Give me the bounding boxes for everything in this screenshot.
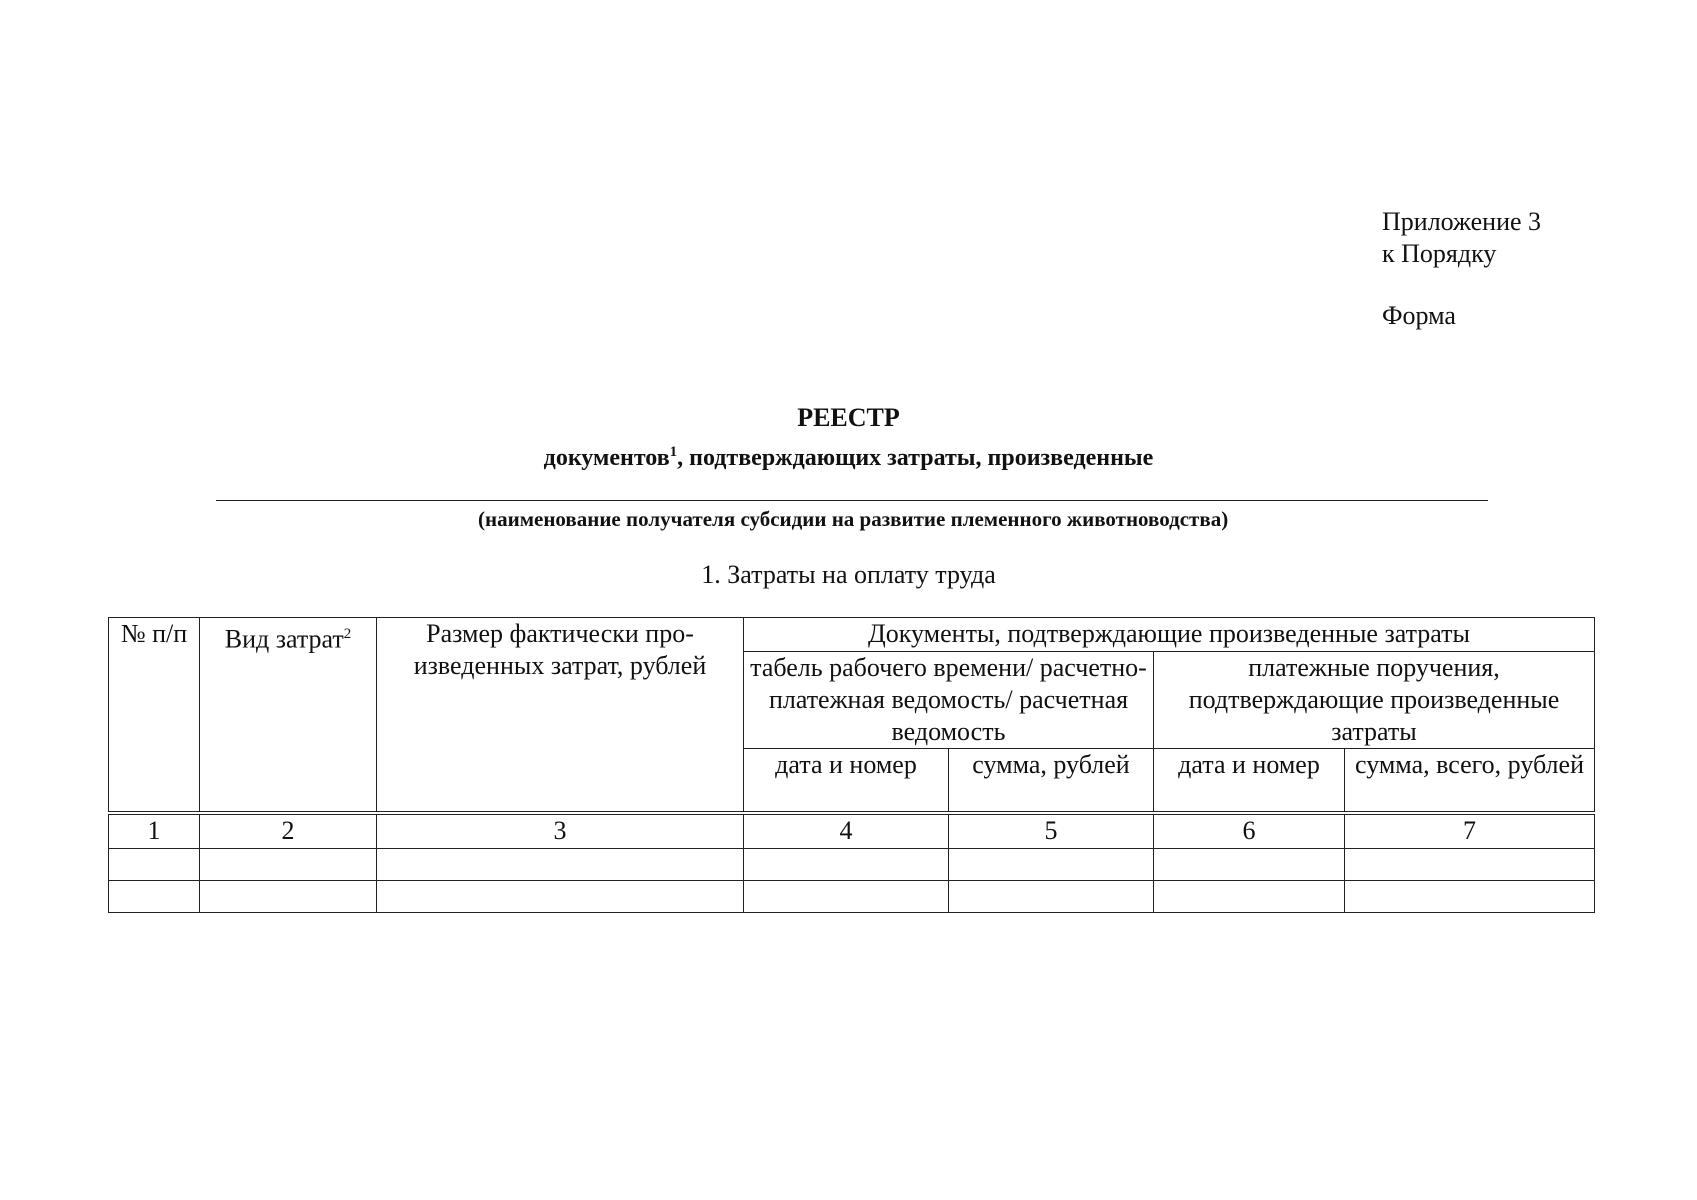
header-date-number-1: дата и номер: [744, 749, 949, 814]
column-number-row: [109, 813, 1595, 849]
footnote-mark-2: 2: [343, 626, 352, 642]
table-cell: [200, 849, 377, 881]
column-number: 4: [744, 813, 949, 849]
table-cell: [949, 881, 1154, 913]
table-cell: [109, 849, 200, 881]
header-payment-orders: платежные поручения, подтверждающие произведенные затраты: [1154, 652, 1595, 749]
column-number: 6: [1154, 813, 1345, 849]
appendix-block: [1382, 206, 1541, 332]
recipient-caption: (наименование получателя субсидии на развитие племенного животноводства): [478, 507, 1229, 531]
table-row: [109, 849, 1595, 881]
column-number: 3: [377, 813, 744, 849]
title-sub-after: , подтверждающих затраты, произведенные: [677, 445, 1154, 471]
table-cell: [1154, 881, 1345, 913]
header-sum-2: сумма, всего, рублей: [1345, 749, 1595, 814]
form-label: Форма: [1382, 301, 1456, 330]
column-number: 5: [949, 813, 1154, 849]
column-number: 7: [1345, 813, 1595, 849]
title-subtitle: [0, 436, 1697, 474]
table-cell: [1345, 849, 1595, 881]
header-date-number-2: дата и номер: [1154, 749, 1345, 814]
header-sum-1: сумма, рублей: [949, 749, 1154, 814]
title-main: РЕЕСТР: [797, 403, 900, 432]
header-num: № п/п: [109, 618, 200, 814]
table-cell: [377, 881, 744, 913]
header-amount: Размер фактически про-изведенных затрат, рублей: [377, 618, 744, 814]
recipient-fill-line: [216, 500, 1488, 501]
column-number: 2: [200, 813, 377, 849]
table-cell: [200, 881, 377, 913]
header-cost-type-label: Вид затрат: [224, 624, 344, 654]
table-row: [109, 881, 1595, 913]
title-sub-before: документов: [543, 445, 670, 471]
table-cell: [109, 881, 200, 913]
table-cell: [1345, 881, 1595, 913]
table-cell: [744, 881, 949, 913]
document-title: [0, 402, 1697, 474]
header-documents: Документы, подтверждающие произведенные затраты: [744, 618, 1595, 652]
table-cell: [377, 849, 744, 881]
column-number: 1: [109, 813, 200, 849]
registry-table: [108, 617, 1595, 913]
table-cell: [1154, 849, 1345, 881]
footnote-mark-1: 1: [669, 444, 678, 460]
header-cost-type: [200, 618, 377, 814]
table-cell: [949, 849, 1154, 881]
header-timesheet: табель рабочего времени/ расчетно-платежная ведомость/ расчетная ведомость: [744, 652, 1154, 749]
section-title: 1. Затраты на оплату труда: [701, 560, 996, 589]
header-row-1: [109, 618, 1595, 652]
appendix-line-2: к Порядку: [1382, 239, 1497, 268]
table-cell: [744, 849, 949, 881]
appendix-line-1: Приложение 3: [1382, 207, 1542, 236]
